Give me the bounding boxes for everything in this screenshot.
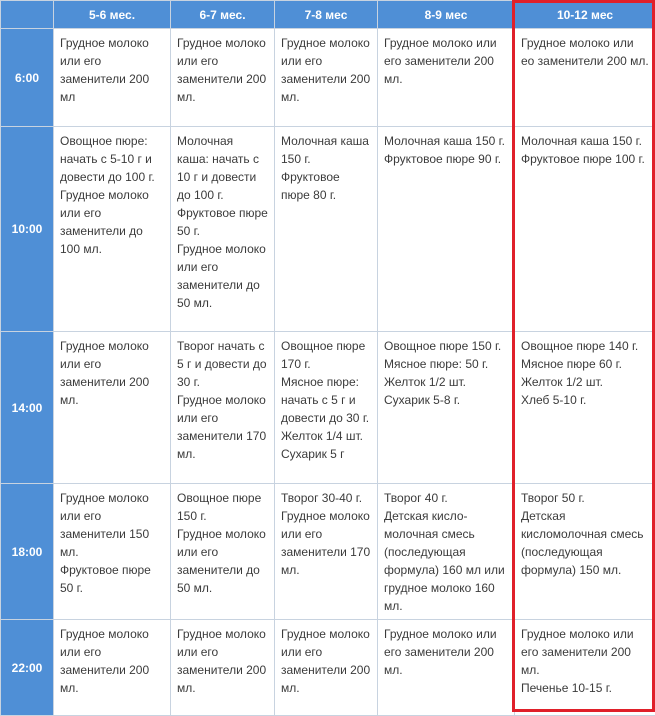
menu-cell bbox=[275, 484, 378, 620]
table-row bbox=[1, 484, 655, 620]
table-row bbox=[1, 620, 655, 716]
menu-item-text: Молочная каша: начать с 10 г и довести до 100 г. bbox=[177, 132, 268, 204]
menu-item-text: Грудное молоко или его заменители до 50 мл. bbox=[177, 525, 268, 597]
menu-cell bbox=[171, 484, 275, 620]
menu-item-text: Овощное пюре 150 г. bbox=[384, 337, 508, 355]
menu-item-text: Молочная каша 150 г. bbox=[521, 132, 649, 150]
menu-item-text: Творог начать с 5 г и довести до 30 г. bbox=[177, 337, 268, 391]
menu-item-text: Желток 1/2 шт. bbox=[521, 373, 649, 391]
menu-item-text: Творог 30-40 г. bbox=[281, 489, 371, 507]
menu-cell bbox=[275, 620, 378, 716]
menu-item-text: Грудное молоко или его заменители до 50 мл. bbox=[177, 240, 268, 312]
header-age-10-12: 10-12 мес bbox=[515, 1, 655, 29]
menu-item-text: Овощное пюре 170 г. bbox=[281, 337, 371, 373]
menu-cell bbox=[378, 29, 515, 127]
menu-item-text: Грудное молоко или его заменители 170 мл. bbox=[281, 507, 371, 579]
menu-item-text: Желток 1/2 шт. bbox=[384, 373, 508, 391]
menu-cell bbox=[515, 620, 655, 716]
menu-cell bbox=[378, 620, 515, 716]
menu-item-text: Сухарик 5-8 г. bbox=[384, 391, 508, 409]
menu-item-text: Хлеб 5-10 г. bbox=[521, 391, 649, 409]
time-cell: 14:00 bbox=[1, 332, 54, 484]
menu-item-text: Молочная каша 150 г. bbox=[384, 132, 508, 150]
menu-cell bbox=[378, 332, 515, 484]
header-row bbox=[1, 1, 655, 29]
menu-item-text: Творог 40 г. bbox=[384, 489, 508, 507]
menu-item-text: Грудное молоко или его заменители 200 мл. bbox=[177, 34, 268, 106]
header-age-7-8: 7-8 мес bbox=[275, 1, 378, 29]
menu-item-text: Овощное пюре 140 г. bbox=[521, 337, 649, 355]
menu-item-text: Грудное молоко или его заменители 200 мл. bbox=[60, 337, 164, 409]
menu-cell bbox=[54, 127, 171, 332]
menu-item-text: Фруктовое пюре 90 г. bbox=[384, 150, 508, 168]
menu-item-text: Фруктовое пюре 80 г. bbox=[281, 168, 371, 204]
menu-item-text: Грудное молоко или его заменители 200 мл. bbox=[384, 34, 508, 88]
menu-cell bbox=[54, 620, 171, 716]
menu-cell bbox=[54, 484, 171, 620]
time-cell: 18:00 bbox=[1, 484, 54, 620]
menu-item-text: Фруктовое пюре 100 г. bbox=[521, 150, 649, 168]
menu-cell bbox=[515, 127, 655, 332]
menu-item-text: Грудное молоко или его заменители 200 мл. bbox=[60, 625, 164, 697]
menu-item-text: Грудное молоко или его заменители 200 мл. bbox=[384, 625, 508, 679]
menu-item-text: Грудное молоко или его заменители 200 мл. bbox=[521, 625, 649, 679]
table-row bbox=[1, 332, 655, 484]
menu-item-text: Мясное пюре: начать с 5 г и довести до 30 г. bbox=[281, 373, 371, 427]
menu-item-text: Овощное пюре 150 г. bbox=[177, 489, 268, 525]
menu-item-text: Детская кисло-молочная смесь (последующая формула) 160 мл или грудное молоко 160 мл. bbox=[384, 507, 508, 615]
menu-cell bbox=[171, 332, 275, 484]
menu-cell bbox=[275, 127, 378, 332]
menu-item-text: Грудное молоко или его заменители 200 мл bbox=[60, 34, 164, 106]
time-cell: 6:00 bbox=[1, 29, 54, 127]
menu-item-text: Желток 1/4 шт. bbox=[281, 427, 371, 445]
menu-cell bbox=[171, 127, 275, 332]
menu-cell bbox=[171, 29, 275, 127]
menu-cell bbox=[515, 332, 655, 484]
menu-item-text: Грудное молоко или ео заменители 200 мл. bbox=[521, 34, 649, 70]
time-cell: 22:00 bbox=[1, 620, 54, 716]
menu-item-text: Молочная каша 150 г. bbox=[281, 132, 371, 168]
header-age-5-6: 5-6 мес. bbox=[54, 1, 171, 29]
table-row bbox=[1, 29, 655, 127]
menu-cell bbox=[378, 484, 515, 620]
menu-item-text: Грудное молоко или его заменители 170 мл. bbox=[177, 391, 268, 463]
menu-cell bbox=[275, 332, 378, 484]
menu-item-text: Мясное пюре: 50 г. bbox=[384, 355, 508, 373]
menu-cell bbox=[54, 332, 171, 484]
header-corner bbox=[1, 1, 54, 29]
menu-item-text: Грудное молоко или его заменители 200 мл. bbox=[281, 34, 371, 106]
menu-item-text: Печенье 10-15 г. bbox=[521, 679, 649, 697]
menu-item-text: Грудное молоко или его заменители до 100 мл. bbox=[60, 186, 164, 258]
menu-item-text: Фруктовое пюре 50 г. bbox=[177, 204, 268, 240]
menu-cell bbox=[515, 29, 655, 127]
menu-cell bbox=[275, 29, 378, 127]
menu-cell bbox=[515, 484, 655, 620]
menu-item-text: Мясное пюре 60 г. bbox=[521, 355, 649, 373]
menu-item-text: Сухарик 5 г bbox=[281, 445, 371, 463]
time-cell: 10:00 bbox=[1, 127, 54, 332]
header-age-6-7: 6-7 мес. bbox=[171, 1, 275, 29]
menu-cell bbox=[54, 29, 171, 127]
menu-cell bbox=[171, 620, 275, 716]
menu-cell bbox=[378, 127, 515, 332]
table-row bbox=[1, 127, 655, 332]
menu-item-text: Детская кисломолочная смесь (последующая формула) 150 мл. bbox=[521, 507, 649, 579]
menu-item-text: Грудное молоко или его заменители 150 мл. bbox=[60, 489, 164, 561]
header-age-8-9: 8-9 мес bbox=[378, 1, 515, 29]
menu-item-text: Овощное пюре: начать с 5-10 г и довести до 100 г. bbox=[60, 132, 164, 186]
menu-item-text: Грудное молоко или его заменители 200 мл. bbox=[281, 625, 371, 697]
menu-item-text: Фруктовое пюре 50 г. bbox=[60, 561, 164, 597]
menu-item-text: Грудное молоко или его заменители 200 мл. bbox=[177, 625, 268, 697]
menu-item-text: Творог 50 г. bbox=[521, 489, 649, 507]
